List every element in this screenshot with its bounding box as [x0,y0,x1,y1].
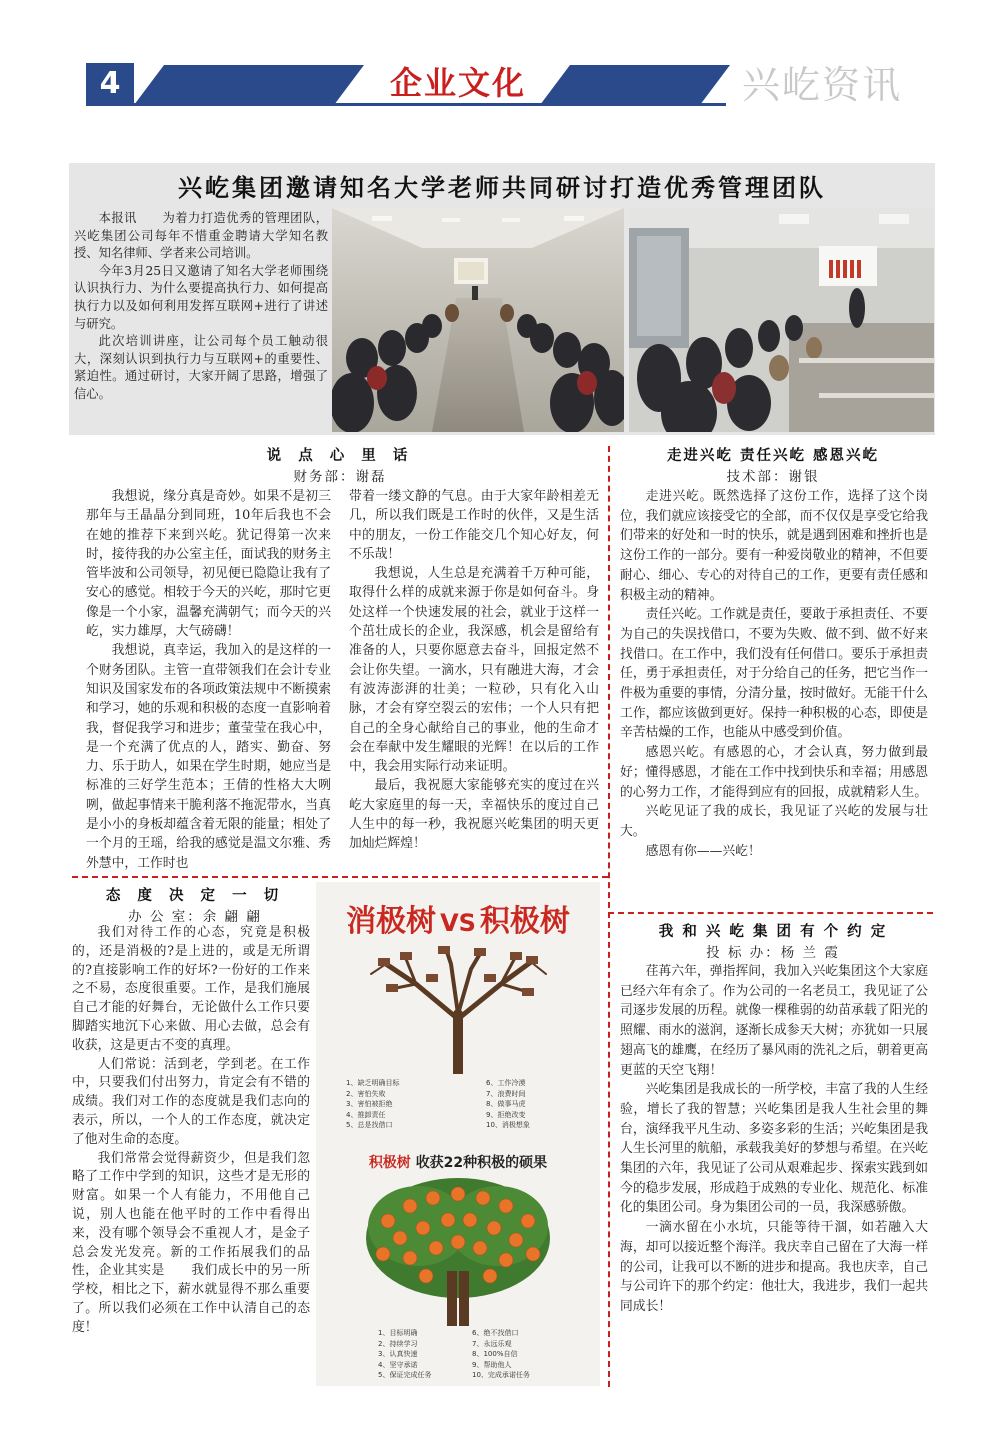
attitude-article-author: 办 公 室：余 翩 翩 [128,909,262,925]
negative-item: 1、缺乏明确目标 [346,1079,400,1087]
positive-item: 7、永远乐观 [472,1339,512,1348]
positive-tree-heading [316,1152,600,1172]
enter-paragraph: 兴屹见证了我的成长，我见证了兴屹的发展与壮大。 [620,804,928,839]
row-divider-right [608,912,933,914]
negative-item: 8、做事马虎 [486,1100,526,1108]
negative-list-right [486,1078,586,1131]
lecture-photo-2-image [629,208,934,432]
positive-item: 2、持续学习 [378,1339,418,1348]
positive-item: 4、坚守承诺 [378,1360,418,1369]
enter-article-body [620,487,928,861]
promise-paragraph: 荏苒六年，弹指挥间，我加入兴屹集团这个大家庭已经六年有余了。作为公司的一名老员工，我见证了公司逐步发展的历程。就像一棵稚弱的幼苗承载了阳光的照耀、雨水的滋润，逐渐长成参天大树；亦犹如一只展翅高飞的雄鹰，在经历了暴风雨的洗礼之后，朝着更高更蓝的天空飞翔！ [620,964,928,1078]
enter-paragraph: 感恩兴屹。有感恩的心，才会认真，努力做到最好；懂得感恩，才能在工作中找到快乐和幸福；用感恩的心努力工作，才能得到应有的回报，成就精彩人生。 [620,745,928,800]
row-divider-left [72,876,608,878]
column-divider-vertical [608,446,610,908]
poster-title-vs: VS [440,909,476,937]
attitude-article-body [72,924,310,1338]
poster-title-positive: 积极树 [479,904,570,939]
positive-list-left [378,1328,478,1381]
negative-item: 6、工作冷漠 [486,1079,526,1087]
poster-title-negative: 消极树 [346,904,437,939]
enter-paragraph: 责任兴屹。工作就是责任，要敢于承担责任、不要为自己的失误找借口，不要为失败、做不到、做不好来找借口。在工作中，我们没有任何借口。要乐于承担责任，勇于承担责任，对于分给自己的任务，把它当作一件极为重要的事情，分清分量，按时做好。无能干什么工作，都应该做到更好。保持一种积极的心态，即使是辛苦枯燥的工作，也能从中感受到价值。 [620,607,928,741]
column-divider-vertical-lower [608,912,610,1387]
negative-tree-icon [356,944,560,1074]
heart-paragraph: 我想说，缘分真是奇妙。如果不是初三那年与王晶晶分到同班，10年后我也不会在她的推荐下来到兴屹。犹记得第一次来时，接待我的办公室主任，面试我的财务主管毕波和公司领导，初见便已隐隐让我有了安心的感觉。相较于今天的兴屹，那时它更像是一个小家，温馨充满朝气；而今天的兴屹，实力雄厚，大气磅礴！ [86,489,331,640]
negative-item: 4、推卸责任 [346,1110,386,1119]
heart-paragraph: 最后，我祝愿大家能够充实的度过在兴屹大家庭里的每一天，幸福快乐的度过自己人生中的每一秒，我祝愿兴屹集团的明天更加灿烂辉煌！ [349,778,599,852]
negative-list-left [346,1078,456,1131]
attitude-paragraph: 我们对待工作的心态，究竟是积极的，还是消极的?是上进的，或是无所谓的?直接影响工作的好坏?一份好的工作来之不易，态度很重要。工作，是我们施展自己才能的好舞台，无论做什么工作只要脚踏实地沉下心来做、用心去做，总会有收获，这是更古不变的真理。 [72,925,310,1053]
enter-paragraph: 走进兴屹。既然选择了这份工作，选择了这个岗位，我们就应该接受它的全部，而不仅仅是享受它给我们带来的好处和一时的快乐，就是遇到困难和挫折也是这份工作的一部分。要有一种爱岗敬业的精神，不但要耐心、细心、专心的对待自己的工作，更要有责任感和积极主动的精神。 [620,489,928,603]
heart-paragraph: 我想说，人生总是充满着千万种可能，取得什么样的成就来源于你是如何奋斗。身处这样一个快速发展的社会，就业于这样一个茁壮成长的企业，我深感，机会是留给有准备的人，只要你愿意去奋斗，回报定然不会让你失望。一滴水，只有融进大海，才会有波涛澎湃的壮美；一粒砂，只有化入山脉，才会有穿空裂云的宏伟；一个人只有把自己的全身心献给自己的事业，他的生命才会在奉献中发生耀眼的光辉！在以后的工作中，我会用实际行动来证明。 [349,566,599,775]
lecture-photo-1-image [332,208,624,432]
heart-article-col2 [349,487,599,854]
positive-heading-black: 收获22种积极的硕果 [415,1155,548,1171]
promise-paragraph: 兴屹集团是我成长的一所学校，丰富了我的人生经验，增长了我的智慧；兴屹集团是我人生社会里的舞台，演绎我平凡生动、多姿多彩的生活；兴屹集团是我人生长河里的航船，承载我美好的梦想与希望。在兴屹集团的六年，我见证了公司从艰难起步、探索实践到如今的稳步发展，形成趋于成熟的专业化、规范化、标准化的集团公司。身为集团公司的一员，我深感骄傲。 [620,1082,928,1216]
negative-item: 7、浪费时间 [486,1089,526,1098]
promise-paragraph: 一滴水留在小水坑，只能等待干涸，如若融入大海，却可以接近整个海洋。我庆幸自己留在了大海一样的公司，让我可以不断的进步和提高。我也庆幸，自己与公司许下的那个约定：他壮大，我进步，我们一起共同成长！ [620,1220,928,1314]
top-article-body [74,210,328,404]
heart-article-title: 说 点 心 里 话 [266,448,414,464]
heart-paragraph: 我想说，真幸运，我加入的是这样的一个财务团队。主管一直带领我们在会计专业知识及国家发布的各项政策法规中不断摸索和学习，她的乐观和积极的态度一直影响着我，督促我学习和进步；董莹莹在我心中，是一个充满了优点的人，踏实、勤奋、努力、乐于助人，如果在学生时期，她应当是标准的三好学生范本；王倩的性格大大咧咧，做起事情来干脆利落不拖泥带水，当真是小小的身板却蕴含着无限的能量；相处了一个月的王瑶，给我的感觉是温文尔雅、秀外慧中，工作时也 [86,643,331,871]
poster-title [316,896,600,940]
attitude-paragraph: 人们常说：活到老，学到老。在工作中，只要我们付出努力，肯定会有不错的成绩。我们对工作的态度就是我们志向的表示，所以，一个人的工作态度，就决定了他对生命的态度。 [72,1056,310,1147]
positive-item: 6、绝不找借口 [472,1329,519,1337]
negative-item: 9、拒绝改变 [486,1110,526,1119]
top-article-paragraph: 今年3月25日又邀请了知名大学老师围绕认识执行力、为什么要提高执行力、如何提高执行力以及如何利用发挥互联网+进行了讲述与研究。 [74,263,328,331]
section-title: 企业文化 [389,64,526,102]
header-bar-right [540,65,730,105]
negative-item: 3、害怕被拒绝 [346,1100,393,1108]
positive-item: 5、保证完成任务 [378,1371,432,1379]
positive-item: 3、认真快速 [378,1350,418,1358]
top-article-paragraph: 此次培训讲座，让公司每个员工触动很大，深刻认识到执行力与互联网+的重要性、紧迫性。通过研讨，大家开阔了思路，增强了信心。 [74,334,328,401]
positive-item: 10、完成承诺任务 [472,1371,530,1379]
negative-item: 2、害怕失败 [346,1089,386,1098]
positive-list-right [472,1328,582,1381]
positive-item: 8、100%自信 [472,1350,518,1358]
page-number: 4 [86,63,134,105]
enter-article-title: 走进兴屹 责任兴屹 感恩兴屹 [666,448,880,464]
heart-article-author: 财务部：谢磊 [293,469,387,485]
heart-article-col1 [86,487,331,873]
promise-article-title: 我 和 兴 屹 集 团 有 个 约 定 [658,924,888,940]
attitude-paragraph: 我们常常会觉得薪资少，但是我们忽略了工作中学到的知识，这些才是无形的财富。如果一个人有能力，不用他自己说，别人也能在他平时的工作中看得出来，没有哪个领导会不重视人才，是金子总会发光发亮。新的工作拓展我们的品性，企业其实是 我们成长中的另一所学校，相比之下，薪水就显得不那么重要了。所以我们必须在工作中认清自己的态度！ [72,1150,310,1335]
positive-item: 9、帮助他人 [472,1360,512,1369]
enter-article-author: 技术部：谢银 [726,469,820,485]
promise-article-author: 投 标 办：杨 兰 霞 [706,945,840,961]
lecture-photo-1 [332,208,624,432]
tree-poster [316,882,600,1386]
positive-heading-red: 积极树 [368,1155,411,1171]
negative-item: 10、消极想象 [486,1121,530,1129]
header-bar-left [134,65,364,105]
paper-name: 兴屹资讯 [742,63,903,107]
negative-item: 5、总是找借口 [346,1121,393,1129]
lecture-photo-2 [629,208,934,432]
attitude-article-title: 态 度 决 定 一 切 [105,888,285,904]
positive-item: 1、目标明确 [378,1329,418,1337]
top-article-title: 兴屹集团邀请知名大学老师共同研讨打造优秀管理团队 [178,174,826,202]
top-article-paragraph: 本报讯 为着力打造优秀的管理团队，兴屹集团公司每年不惜重金聘请大学知名教授、知名律师、学者来公司培训。 [74,211,328,261]
promise-article-body [620,962,928,1317]
heart-paragraph: 带着一缕文静的气息。由于大家年龄相差无几，所以我们既是工作时的伙伴，又是生活中的朋友，一份工作能交几个知心好友，何不乐哉！ [349,489,599,562]
enter-paragraph: 感恩有你——兴屹！ [645,843,761,859]
positive-tree-icon [348,1176,568,1326]
